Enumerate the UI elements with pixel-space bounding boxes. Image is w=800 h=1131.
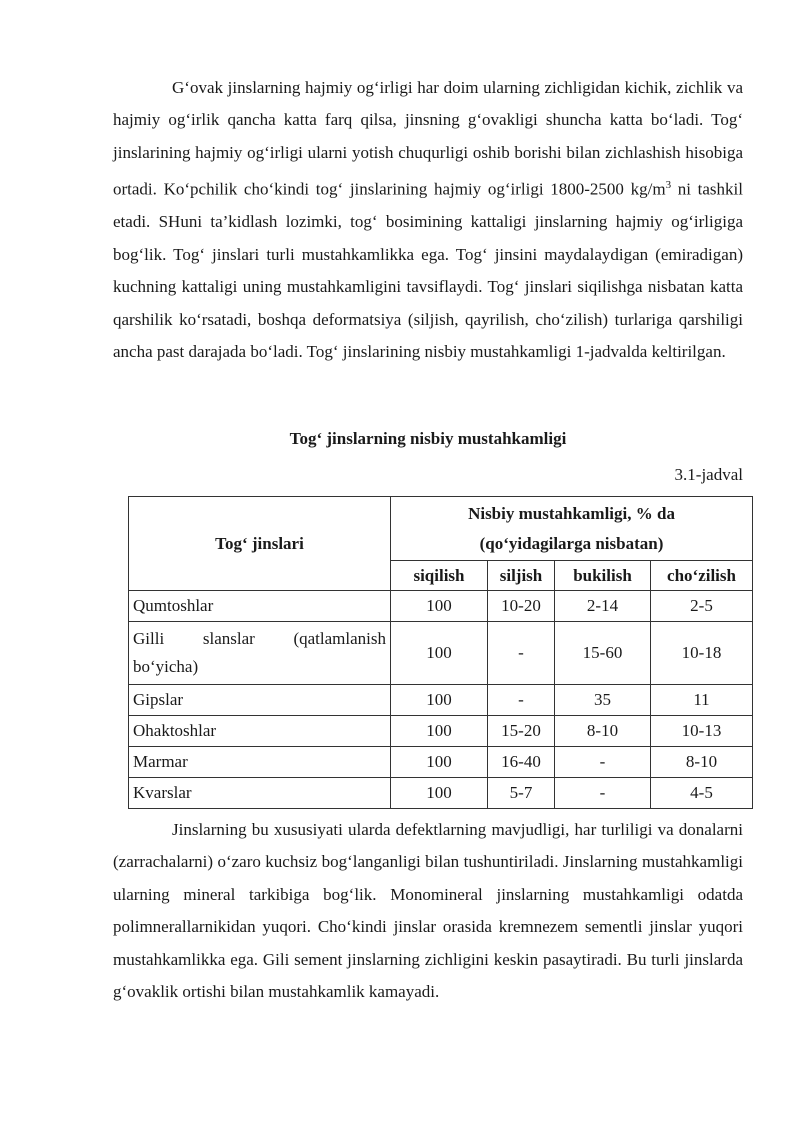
subheader-tension: cho‘zilish: [651, 561, 753, 591]
cell-value: 4-5: [651, 778, 753, 809]
table-row: [129, 778, 753, 809]
cell-value: 8-10: [555, 716, 651, 747]
cell-value: 10-20: [488, 591, 555, 622]
header-relative-strength-line2: (qo‘yidagilarga nisbatan): [479, 533, 664, 553]
cell-value: 15-20: [488, 716, 555, 747]
row-name: Gipslar: [129, 685, 391, 716]
table-row: [129, 591, 753, 622]
paragraph-intro: [113, 72, 743, 368]
cell-value: 100: [391, 778, 488, 809]
row-name: Kvarslar: [129, 778, 391, 809]
cell-value: 35: [555, 685, 651, 716]
subheader-compression: siqilish: [391, 561, 488, 591]
table-row: [129, 685, 753, 716]
cell-value: -: [488, 685, 555, 716]
row-name: Ohaktoshlar: [129, 716, 391, 747]
header-rock-types: Tog‘ jinslari: [129, 497, 391, 591]
table-number: 3.1-jadval: [674, 465, 743, 484]
table-row: [129, 622, 753, 685]
paragraph-conclusion-text: Jinslarning bu xususiyati ularda defektlarning mavjudligi, har turliligi va donalarni (zarrachalarni) o‘zaro kuchsiz bog‘langanligi bilan tushuntiriladi. Jinslarning mustahkamligi ularning mineral tarkibiga bog‘lik. Monomineral jinslarning mustahkamligi odatda polimnerallarnikidan yuqori. Cho‘kindi jinslar orasida kremnezem sementli jinslar yuqori mustahkamlikka ega. Gili sement jinslarning zichligini keskin pasaytiradi. Bu turli jinslarda g‘ovaklik ortishi bilan mustahkamlik kamayadi.: [113, 820, 743, 1002]
cell-value: 11: [651, 685, 753, 716]
row-name: Marmar: [129, 747, 391, 778]
cell-value: 5-7: [488, 778, 555, 809]
cell-value: -: [555, 778, 651, 809]
paragraph-intro-text-cont: ni tashkil etadi. SHuni ta’kidlash lozimki, tog‘ bosimining kattaligi jinslarning hajmiy og‘irligiga bog‘lik. Tog‘ jinslari turli mustahkamlikka ega. Tog‘ jinsini maydalaydigan (emiradigan) kuchning kattaligi uning mustahkamligini tavsiflaydi. Tog‘ jinslari siqilishga nisbatan katta qarshilik ko‘rsatadi, boshqa deformatsiya (siljish, qayrilish, cho‘zilish) turlariga qarshiligi ancha past darajada bo‘ladi. Tog‘ jinslarining nisbiy mustahkamligi 1-jadvalda keltirilgan.: [113, 179, 743, 361]
row-name: Qumtoshlar: [129, 591, 391, 622]
cell-value: 100: [391, 747, 488, 778]
cell-value: 100: [391, 622, 488, 685]
row-name: Gilli slanslar (qatlamlanish bo‘yicha): [129, 622, 391, 685]
cell-value: 2-5: [651, 591, 753, 622]
subheader-bending: bukilish: [555, 561, 651, 591]
cell-value: -: [488, 622, 555, 685]
cell-value: 10-18: [651, 622, 753, 685]
cell-value: 100: [391, 716, 488, 747]
paragraph-intro-text: G‘ovak jinslarning hajmiy og‘irligi har doim ularning zichligidan kichik, zichlik va hajmiy og‘irlik qancha katta farq qilsa, jinsning g‘ovakligi shuncha katta bo‘ladi. Tog‘ jinslarining hajmiy og‘irligi ularni yotish chuqurligi oshib borishi bilan zichlashish hisobiga ortadi. Ko‘pchilik cho‘kindi tog‘ jinslarining hajmiy og‘irligi 1800-2500 kg/m: [113, 78, 743, 199]
header-relative-strength-line1: Nisbiy mustahkamligi, % da: [468, 503, 675, 523]
cell-value: -: [555, 747, 651, 778]
cell-value: 100: [391, 591, 488, 622]
cell-value: 2-14: [555, 591, 651, 622]
subheader-shear: siljish: [488, 561, 555, 591]
table-header-row: [129, 497, 753, 561]
table-title: Tog‘ jinslarning nisbiy mustahkamligi: [289, 429, 567, 448]
header-relative-strength: [391, 497, 753, 561]
cell-value: 100: [391, 685, 488, 716]
strength-table: [128, 496, 753, 809]
cell-value: 8-10: [651, 747, 753, 778]
table-row: [129, 716, 753, 747]
cell-value: 16-40: [488, 747, 555, 778]
paragraph-conclusion: [113, 814, 743, 1008]
table-row: [129, 747, 753, 778]
cell-value: 10-13: [651, 716, 753, 747]
superscript-3: 3: [665, 179, 672, 192]
cell-value: 15-60: [555, 622, 651, 685]
